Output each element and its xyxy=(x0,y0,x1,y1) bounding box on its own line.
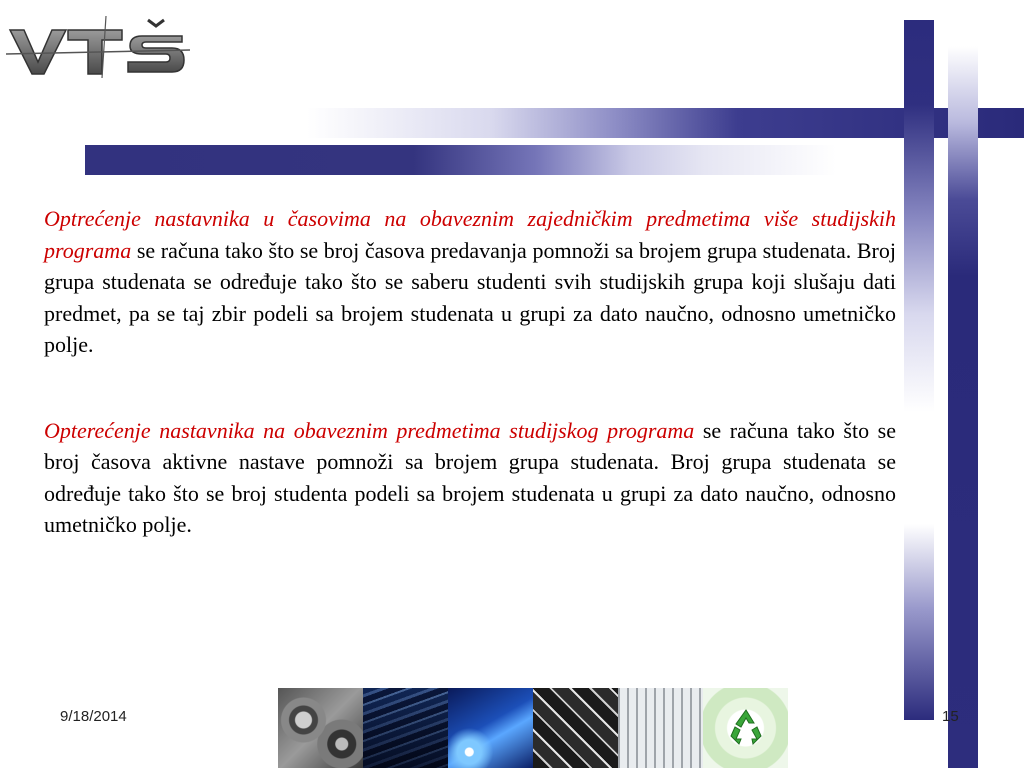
decorative-horizontal-bar-bottom xyxy=(85,145,1024,175)
keyboard-image xyxy=(533,688,618,768)
footer-date: 9/18/2014 xyxy=(60,708,127,725)
highlight-text-2: Opterećenje nastavnika na obaveznim predmetima studijskog programa xyxy=(44,417,695,443)
gears-image xyxy=(278,688,363,768)
vts-logo xyxy=(6,16,190,78)
slide-body xyxy=(44,203,896,541)
slide-number: 15 xyxy=(942,708,959,725)
recycle-icon xyxy=(725,706,767,748)
paragraph-1 xyxy=(44,203,896,361)
paragraph-2 xyxy=(44,415,896,541)
decorative-vertical-bar-right xyxy=(948,0,978,768)
highlight-text-1: Optrećenje nastavnika u časovima na obaveznim zajedničkim predmetima više studijskih programa xyxy=(44,206,896,263)
cars-image xyxy=(363,688,448,768)
recycle-image xyxy=(703,688,788,768)
body-text-1: se računa tako što se broj časova predavanja pomnoži sa brojem grupa studenata. Broj grupa studenata se određuje tako što se saberu studenti svih studijskih grupa koji slušaju dati predmet, pa se taj zbir podeli sa brojem studenata u grupi za dato naučno, odnosno umetničko polje. xyxy=(44,237,896,357)
footer-image-strip xyxy=(278,688,790,768)
body-text-2: se računa tako što se broj časova aktivne nastave pomnoži sa brojem grupa studenata. Broj grupa studenata se određuje tako što se broj studenta podeli sa brojem studenata u grupi za dato naučno, odnosno umetničko polje. xyxy=(44,417,897,537)
decorative-horizontal-bar-top xyxy=(0,108,1024,138)
building-image xyxy=(618,688,703,768)
fiber-optic-image xyxy=(448,688,533,768)
decorative-vertical-bar-left xyxy=(904,20,934,720)
